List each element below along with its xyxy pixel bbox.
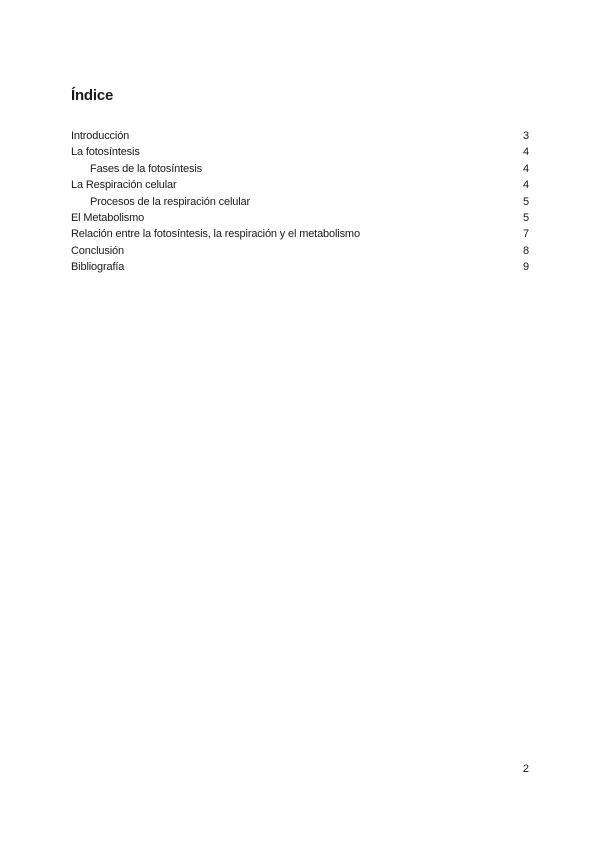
toc-entry-introduccion[interactable]	[71, 128, 529, 144]
toc-entry-label: La fotosíntesis	[71, 146, 140, 159]
toc-entry-page: 8	[523, 244, 529, 257]
toc-entry-label: El Metabolismo	[71, 211, 145, 224]
table-of-contents	[71, 128, 529, 276]
toc-entry-page: 4	[523, 162, 529, 175]
toc-entry-metabolismo[interactable]	[71, 210, 529, 226]
toc-entry-label: Procesos de la respiración celular	[90, 195, 250, 208]
toc-entry-page: 4	[523, 179, 529, 192]
page-number: 2	[522, 763, 529, 775]
toc-entry-page: 7	[523, 228, 529, 241]
toc-entry-page: 5	[523, 211, 529, 224]
toc-entry-bibliografia[interactable]	[71, 259, 529, 275]
toc-entry-conclusion[interactable]	[71, 243, 529, 259]
toc-entry-label: Relación entre la fotosíntesis, la respiración y el metabolismo	[71, 228, 360, 241]
toc-entry-page: 4	[523, 146, 529, 159]
toc-entry-fotosintesis[interactable]	[71, 144, 529, 160]
toc-entry-label: La Respiración celular	[71, 179, 177, 192]
toc-entry-label: Introducción	[71, 130, 130, 142]
toc-entry-label: Conclusión	[71, 244, 124, 257]
toc-entry-page: 5	[523, 195, 529, 208]
toc-entry-label: Fases de la fotosíntesis	[90, 162, 202, 175]
toc-entry-procesos-respiracion[interactable]	[71, 194, 529, 210]
toc-entry-page: 9	[523, 261, 529, 274]
toc-entry-respiracion-celular[interactable]	[71, 177, 529, 193]
toc-entry-label: Bibliografía	[71, 261, 125, 274]
toc-entry-relacion[interactable]	[71, 226, 529, 242]
toc-entry-fases-fotosintesis[interactable]	[71, 161, 529, 177]
toc-entry-page: 3	[523, 130, 529, 142]
toc-title: Índice	[71, 87, 114, 104]
